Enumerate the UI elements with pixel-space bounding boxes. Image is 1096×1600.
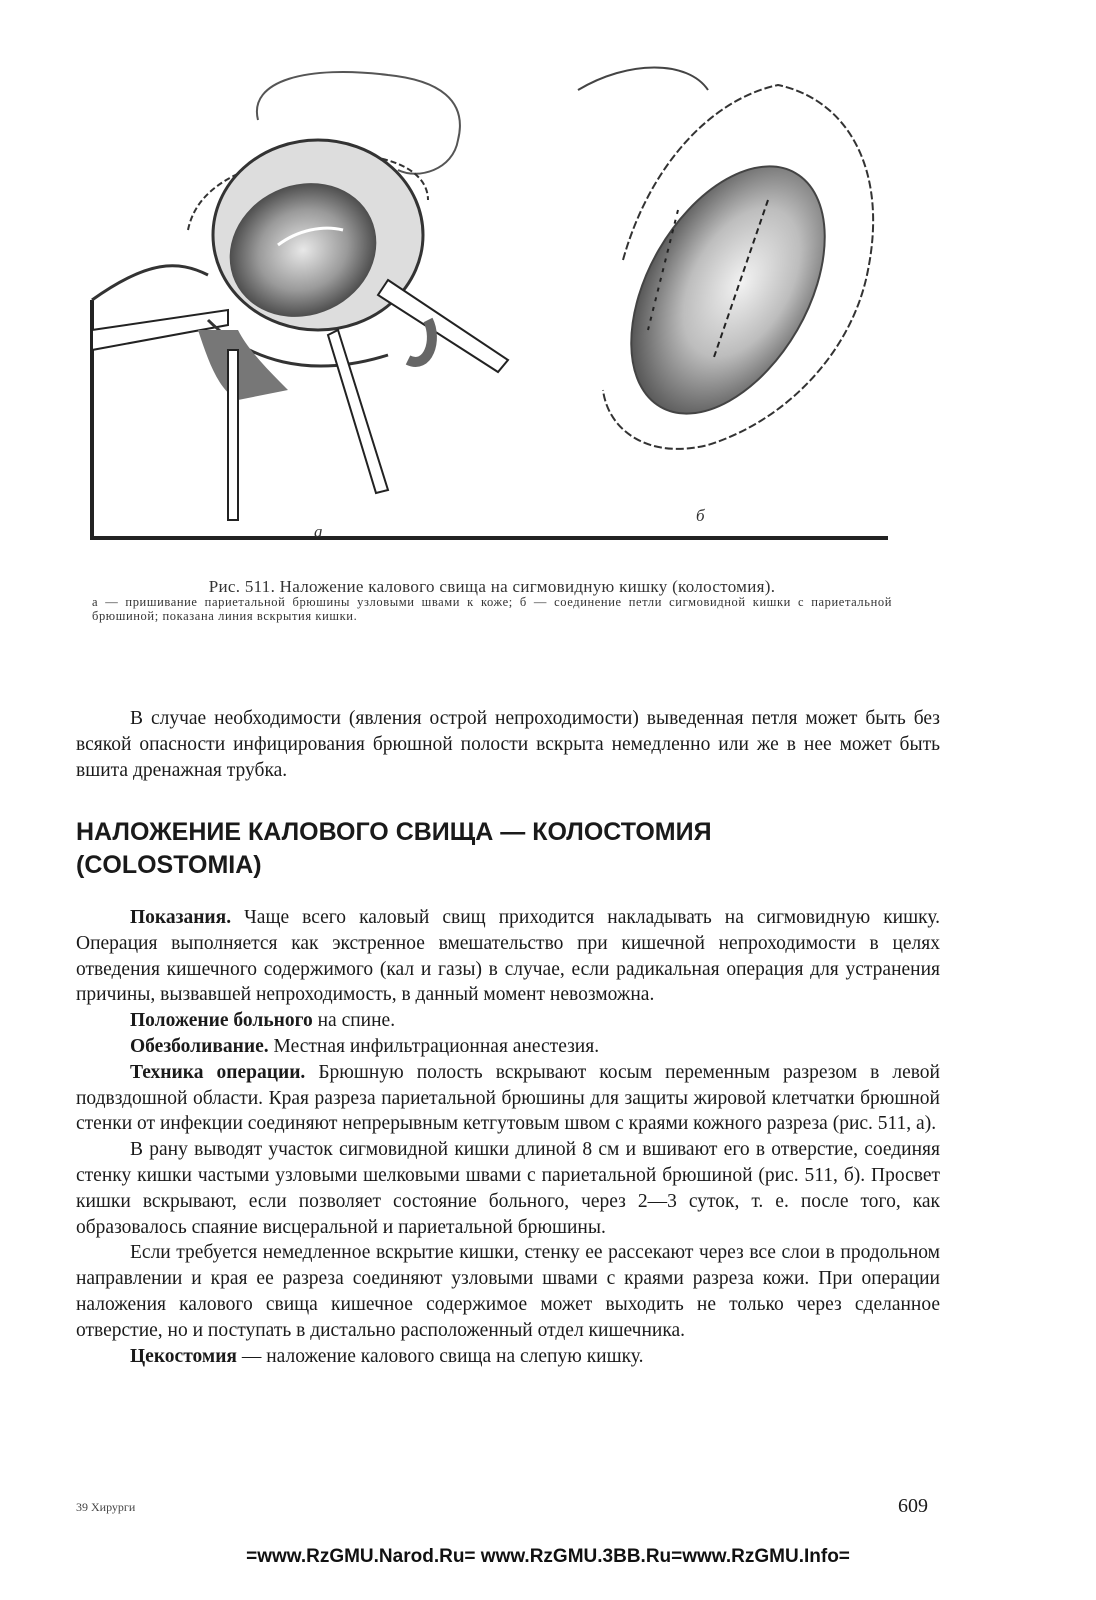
term-cecostomy: Цекостомия [130,1345,237,1367]
main-text [76,905,940,1369]
text-position: на спине. [312,1010,396,1032]
caption-title: Рис. 511. Наложение калового свища на сигмовидную кишку (колостомия). [208,577,776,596]
text-technique: Брюшную полость вскрывают косым переменным разрезом в левой подвздошной области. Края разреза париетальной брюшины для защиты жировой клетчатки брюшной стенки от инфекции соединяют непрерывным кетгутовым швом с краями кожного разреза (рис. 511, а). [76,1061,940,1135]
panel-b-drawing [578,68,873,449]
running-head: 39 Хирурги [76,1500,136,1514]
intro-paragraph-block [76,706,940,783]
heading-line-2: (COLOSTOMIA) [76,851,262,879]
paragraph-immediate-opening: Если требуется немедленное вскрытие кишки, стенку ее рассекают через все слои в продольном направлении и края ее разреза соединяют узловыми швами с краями разреза кожи. При операции наложения калового свища кишечное содержимое может выходить не только через сделанное отверстие, но и поступать в дистально расположенный отдел кишечника. [76,1242,940,1341]
term-position: Положение больного [130,1010,313,1032]
caption-body: а — пришивание париетальной брюшины узловыми швами к коже; б — соединение петли сигмовидной кишки с париетальной брюшиной; показана линия вскрытия кишки. [92,595,892,623]
paragraph-anesthesia [76,1034,940,1060]
section-heading [76,816,940,882]
surgical-illustration [88,60,888,550]
page-number: 609 [898,1495,928,1517]
figure-label-a: a [314,522,323,541]
figure-label-b: б [696,506,705,525]
intro-paragraph: В случае необходимости (явления острой непроходимости) выведенная петля может быть без всякой опасности инфицирования брюшной полости вскрыта немедленно или же в нее может быть вшита дренажная трубка. [76,708,940,781]
paragraph-technique [76,1060,940,1137]
heading-line-1: НАЛОЖЕНИЕ КАЛОВОГО СВИЩА — КОЛОСТОМИЯ [76,818,712,846]
text-anesthesia: Местная инфильтрационная анестезия. [268,1035,600,1057]
paragraph-suturing: В рану выводят участок сигмовидной кишки длиной 8 см и вшивают его в отверстие, соединяя стенку кишки частыми узловыми шелковыми швами с париетальной брюшиной (рис. 511, б). Просвет кишки вскрывают, если позволяет состояние больного, через 2—3 суток, т. е. после того, как образовалось спаяние висцеральной и париетальной брюшины. [76,1139,940,1238]
term-technique: Техника операции. [130,1061,306,1083]
text-indications: Чаще всего каловый свищ приходится накладывать на сигмовидную кишку. Операция выполняется как экстренное вмешательство при кишечной непроходимости в целях отведения кишечного содержимого (кал и газы) в случае, если радикальная операция для устранения причины, вызвавшей непроходимость, в данный момент невозможна. [76,907,940,1006]
figure-511 [88,60,888,550]
figure-caption [92,578,892,623]
term-indications: Показания. [130,907,232,928]
paragraph-position [76,1008,940,1034]
paragraph-cecostomy [76,1344,940,1370]
term-anesthesia: Обезболивание. [130,1035,269,1057]
footer-watermark: =www.RzGMU.Narod.Ru= www.RzGMU.3BB.Ru=www.RzGMU.Info= [246,1546,850,1567]
text-cecostomy: — наложение калового свища на слепую кишку. [236,1345,644,1367]
paragraph-indications [76,905,940,1008]
